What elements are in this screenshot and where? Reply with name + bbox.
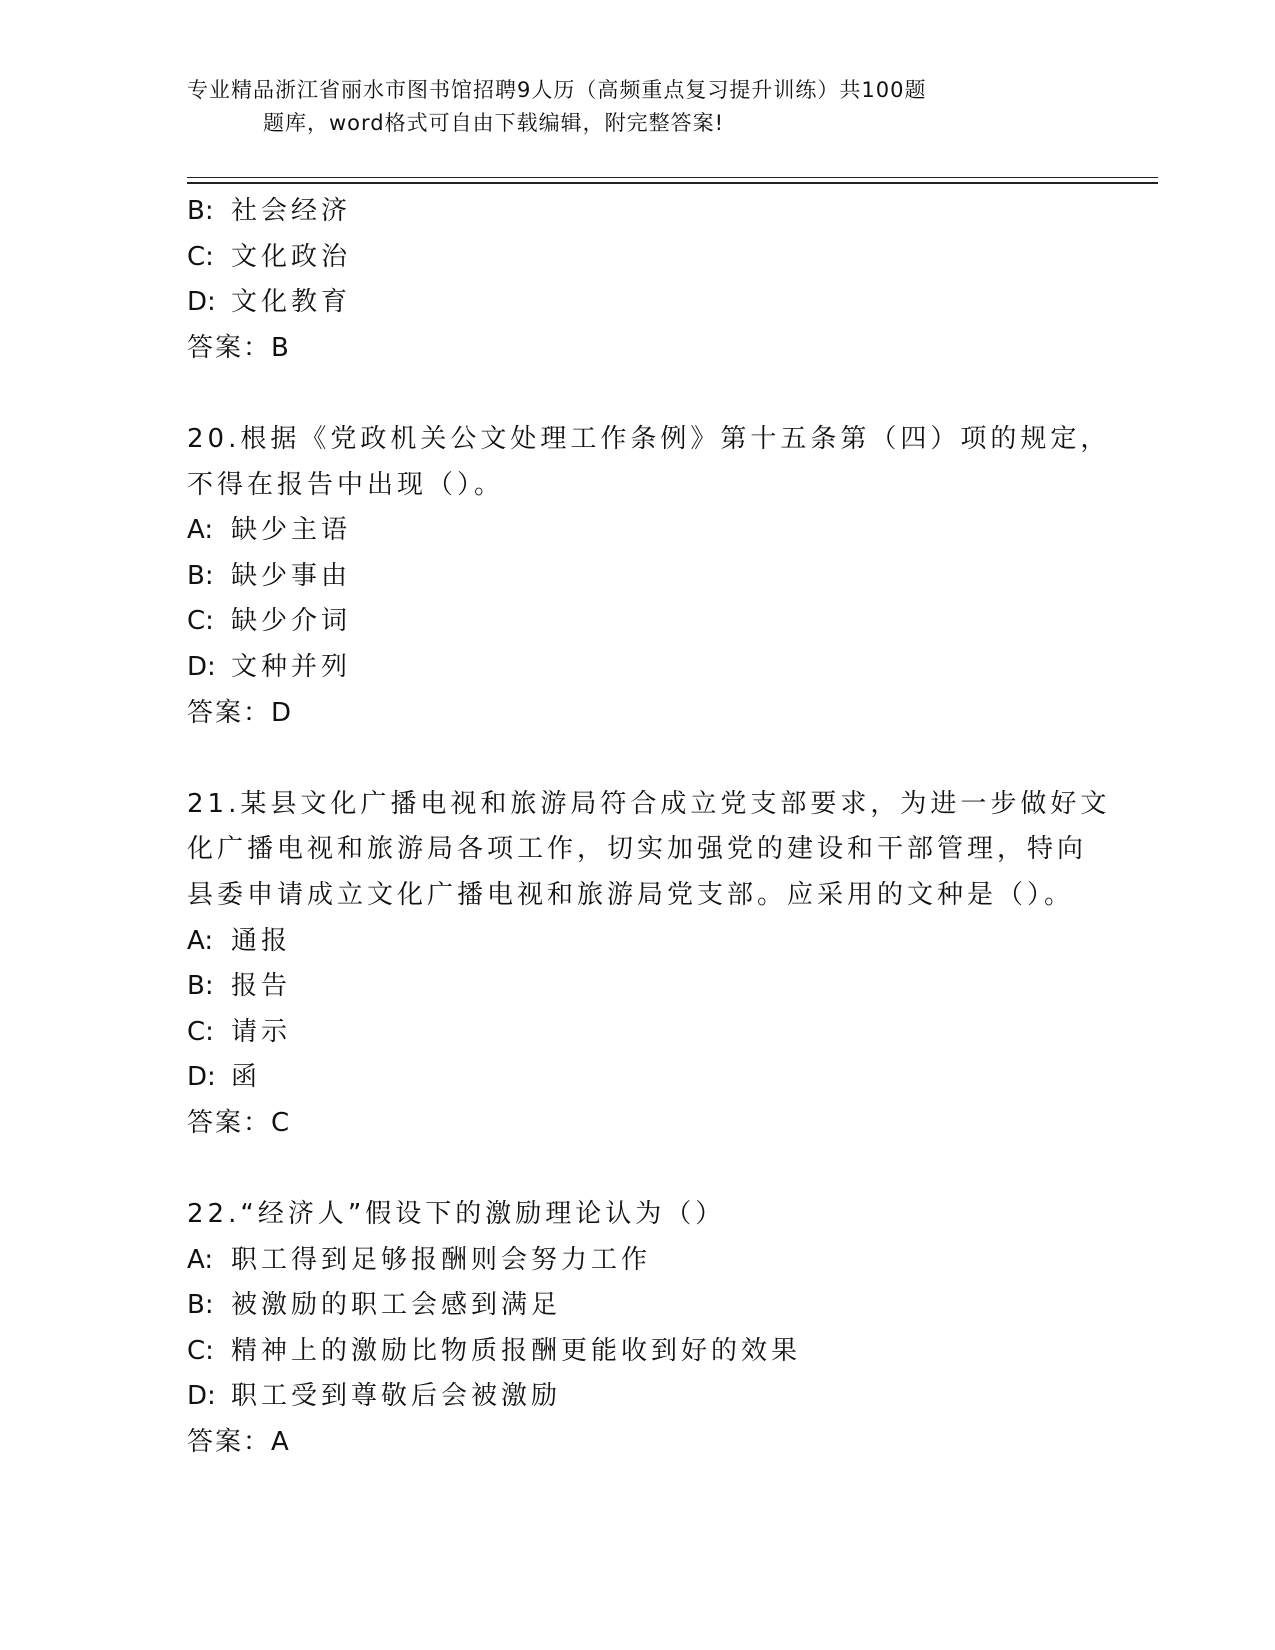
option-key: D: <box>187 651 216 682</box>
option-key: A: <box>187 1244 214 1275</box>
option-c <box>187 599 1087 645</box>
answer: 答案：C <box>187 1107 292 1138</box>
option-text: 缺少事由 <box>231 560 352 591</box>
option-text: 文化政治 <box>231 241 352 272</box>
option-text: 社会经济 <box>231 196 352 226</box>
option-text: 文化教育 <box>231 287 352 318</box>
answer: 答案：D <box>187 697 294 728</box>
header-rule-thick <box>187 182 1158 184</box>
option-b <box>187 1283 1087 1329</box>
option-text: 职工得到足够报酬则会努力工作 <box>231 1244 652 1275</box>
question-19-continued <box>187 189 1087 371</box>
question-text-line: 县委申请成立文化广播电视和旅游局党支部。应采用的文种是（）。 <box>187 879 1075 910</box>
option-d <box>187 645 1087 691</box>
option-text: 文种并列 <box>231 651 352 682</box>
question-text-line: 22.“经济人”假设下的激励理论认为（） <box>187 1199 726 1230</box>
option-key: C: <box>187 241 214 272</box>
option-key: B: <box>187 971 214 1002</box>
option-b <box>187 554 1087 600</box>
option-d <box>187 1055 1087 1101</box>
question-20 <box>187 417 1111 736</box>
option-b <box>187 964 1087 1010</box>
option-key: B: <box>187 1290 214 1321</box>
option-text: 请示 <box>231 1016 292 1047</box>
question-21 <box>187 782 1111 1147</box>
option-text: 职工受到尊敬后会被激励 <box>231 1381 562 1412</box>
option-key: C: <box>187 1335 214 1366</box>
option-text: 函 <box>231 1062 262 1093</box>
option-text: 精神上的激励比物质报酬更能收到好的效果 <box>231 1335 802 1366</box>
option-text: 缺少主语 <box>231 515 352 546</box>
header-title-line-2: 题库，word格式可自由下载编辑，附完整答案! <box>263 111 725 135</box>
option-c <box>187 1329 1087 1375</box>
option-key: B: <box>187 560 214 591</box>
question-text-line: 化广播电视和旅游局各项工作，切实加强党的建设和干部管理，特向 <box>187 834 1088 865</box>
option-a <box>187 1238 1087 1284</box>
option-b <box>187 189 1087 235</box>
question-list <box>187 189 1111 1466</box>
question-22 <box>187 1192 1087 1466</box>
answer: 答案：A <box>187 1427 291 1458</box>
header-rule-thin <box>187 177 1158 178</box>
question-text-line: 不得在报告中出现（）。 <box>187 469 505 500</box>
option-text: 报告 <box>231 971 292 1002</box>
option-key: D: <box>187 1062 216 1093</box>
option-text: 缺少介词 <box>231 606 352 637</box>
answer: 答案：B <box>187 332 291 363</box>
option-key: A: <box>187 515 214 546</box>
option-c <box>187 235 1087 281</box>
option-c <box>187 1010 1087 1056</box>
option-text: 通报 <box>231 925 292 956</box>
option-a <box>187 919 1087 965</box>
option-key: A: <box>187 925 214 956</box>
option-d <box>187 280 1087 326</box>
question-text-line: 20.根据《党政机关公文处理工作条例》第十五条第（四）项的规定， <box>187 423 1111 454</box>
header-title-line-1: 专业精品浙江省丽水市图书馆招聘9人历（高频重点复习提升训练）共100题 <box>187 78 927 102</box>
option-key: C: <box>187 606 214 637</box>
question-text-line: 21.某县文化广播电视和旅游局符合成立党支部要求，为进一步做好文 <box>187 788 1111 819</box>
option-a <box>187 508 1087 554</box>
option-key: C: <box>187 1016 214 1047</box>
option-text: 被激励的职工会感到满足 <box>231 1290 562 1321</box>
document-header <box>187 74 1047 140</box>
option-key: D: <box>187 287 216 318</box>
option-key: B: <box>187 196 214 226</box>
option-key: D: <box>187 1381 216 1412</box>
option-d <box>187 1374 1087 1420</box>
